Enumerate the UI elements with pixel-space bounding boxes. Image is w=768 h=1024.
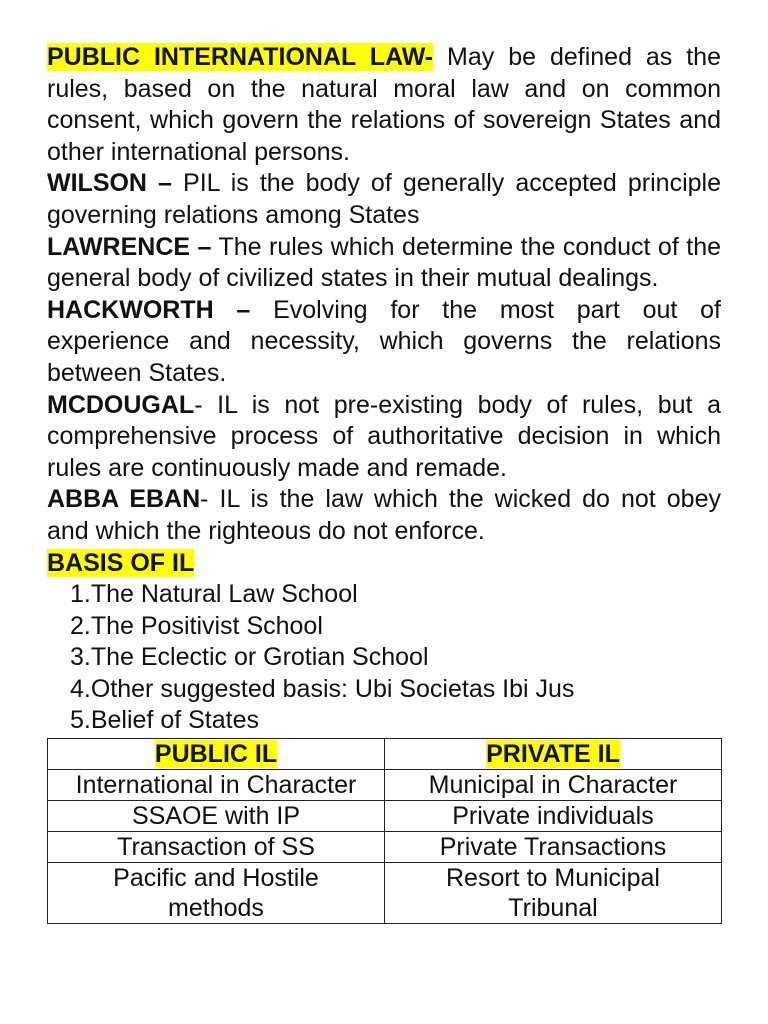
definition-text: - IL is the law which the wicked do not obey and which the righteous do not enforce. [47,485,721,545]
table-header-cell [48,739,385,770]
table-cell: International in Character [48,770,385,801]
document-page [47,42,721,924]
comparison-table [47,738,722,924]
list-item: 5.Belief of States [70,706,260,735]
table-cell: Pacific and Hostile methods [48,863,385,924]
definition-text: - IL is not pre-existing body of rules, but a comprehensive process of authoritative decision in which rules are continuously made and remade. [47,390,721,482]
list-item: 4.Other suggested basis: Ubi Societas Ibi Jus [70,674,575,703]
header-public-il: PUBLIC IL [154,740,278,769]
definition-text: May be defined as the rules, based on the natural moral law and on common consent, which govern the relations of sovereign States and other international persons. [47,43,721,166]
table-cell: Transaction of SS [48,832,385,863]
table-header-cell [385,739,722,770]
table-cell: Private individuals [385,801,722,832]
definition-text: The rules which determine the conduct of the general body of civilized states in their mutual dealings. [47,232,722,293]
definition-term: PUBLIC INTERNATIONAL LAW- [47,43,434,71]
definition-hackworth [47,295,721,390]
definition-term: HACKWORTH – [47,295,251,324]
basis-list [47,579,721,737]
definition-abba-eban [47,484,721,547]
table-cell: Private Transactions [385,832,722,863]
definition-public-international-law [47,42,721,168]
definition-term: LAWRENCE – [47,232,212,261]
table-row [48,801,722,832]
table-row [48,832,722,863]
header-private-il: PRIVATE IL [486,740,620,769]
definition-text: Evolving for the most part out of experience and necessity, which governs the relations between States. [47,295,721,387]
table-cell: Municipal in Character [385,770,722,801]
table-row [48,770,722,801]
table-row [48,863,722,924]
table-cell: SSAOE with IP [48,801,385,832]
basis-heading-text: BASIS OF IL [47,548,195,577]
list-item: 1.The Natural Law School [70,580,358,609]
definition-text: PIL is the body of generally accepted principle governing relations among States [47,169,721,229]
basis-heading [47,548,721,580]
definition-term: WILSON – [47,169,172,198]
list-item: 2.The Positivist School [70,611,323,640]
table-header-row [48,739,722,770]
definition-term: ABBA EBAN [47,485,201,514]
list-item: 3.The Eclectic or Grotian School [70,643,429,672]
definition-lawrence [47,232,721,295]
definition-mcdougal [47,390,721,485]
definition-term: MCDOUGAL [47,390,195,419]
table-cell: Resort to Municipal Tribunal [385,863,722,924]
definition-wilson [47,168,721,231]
